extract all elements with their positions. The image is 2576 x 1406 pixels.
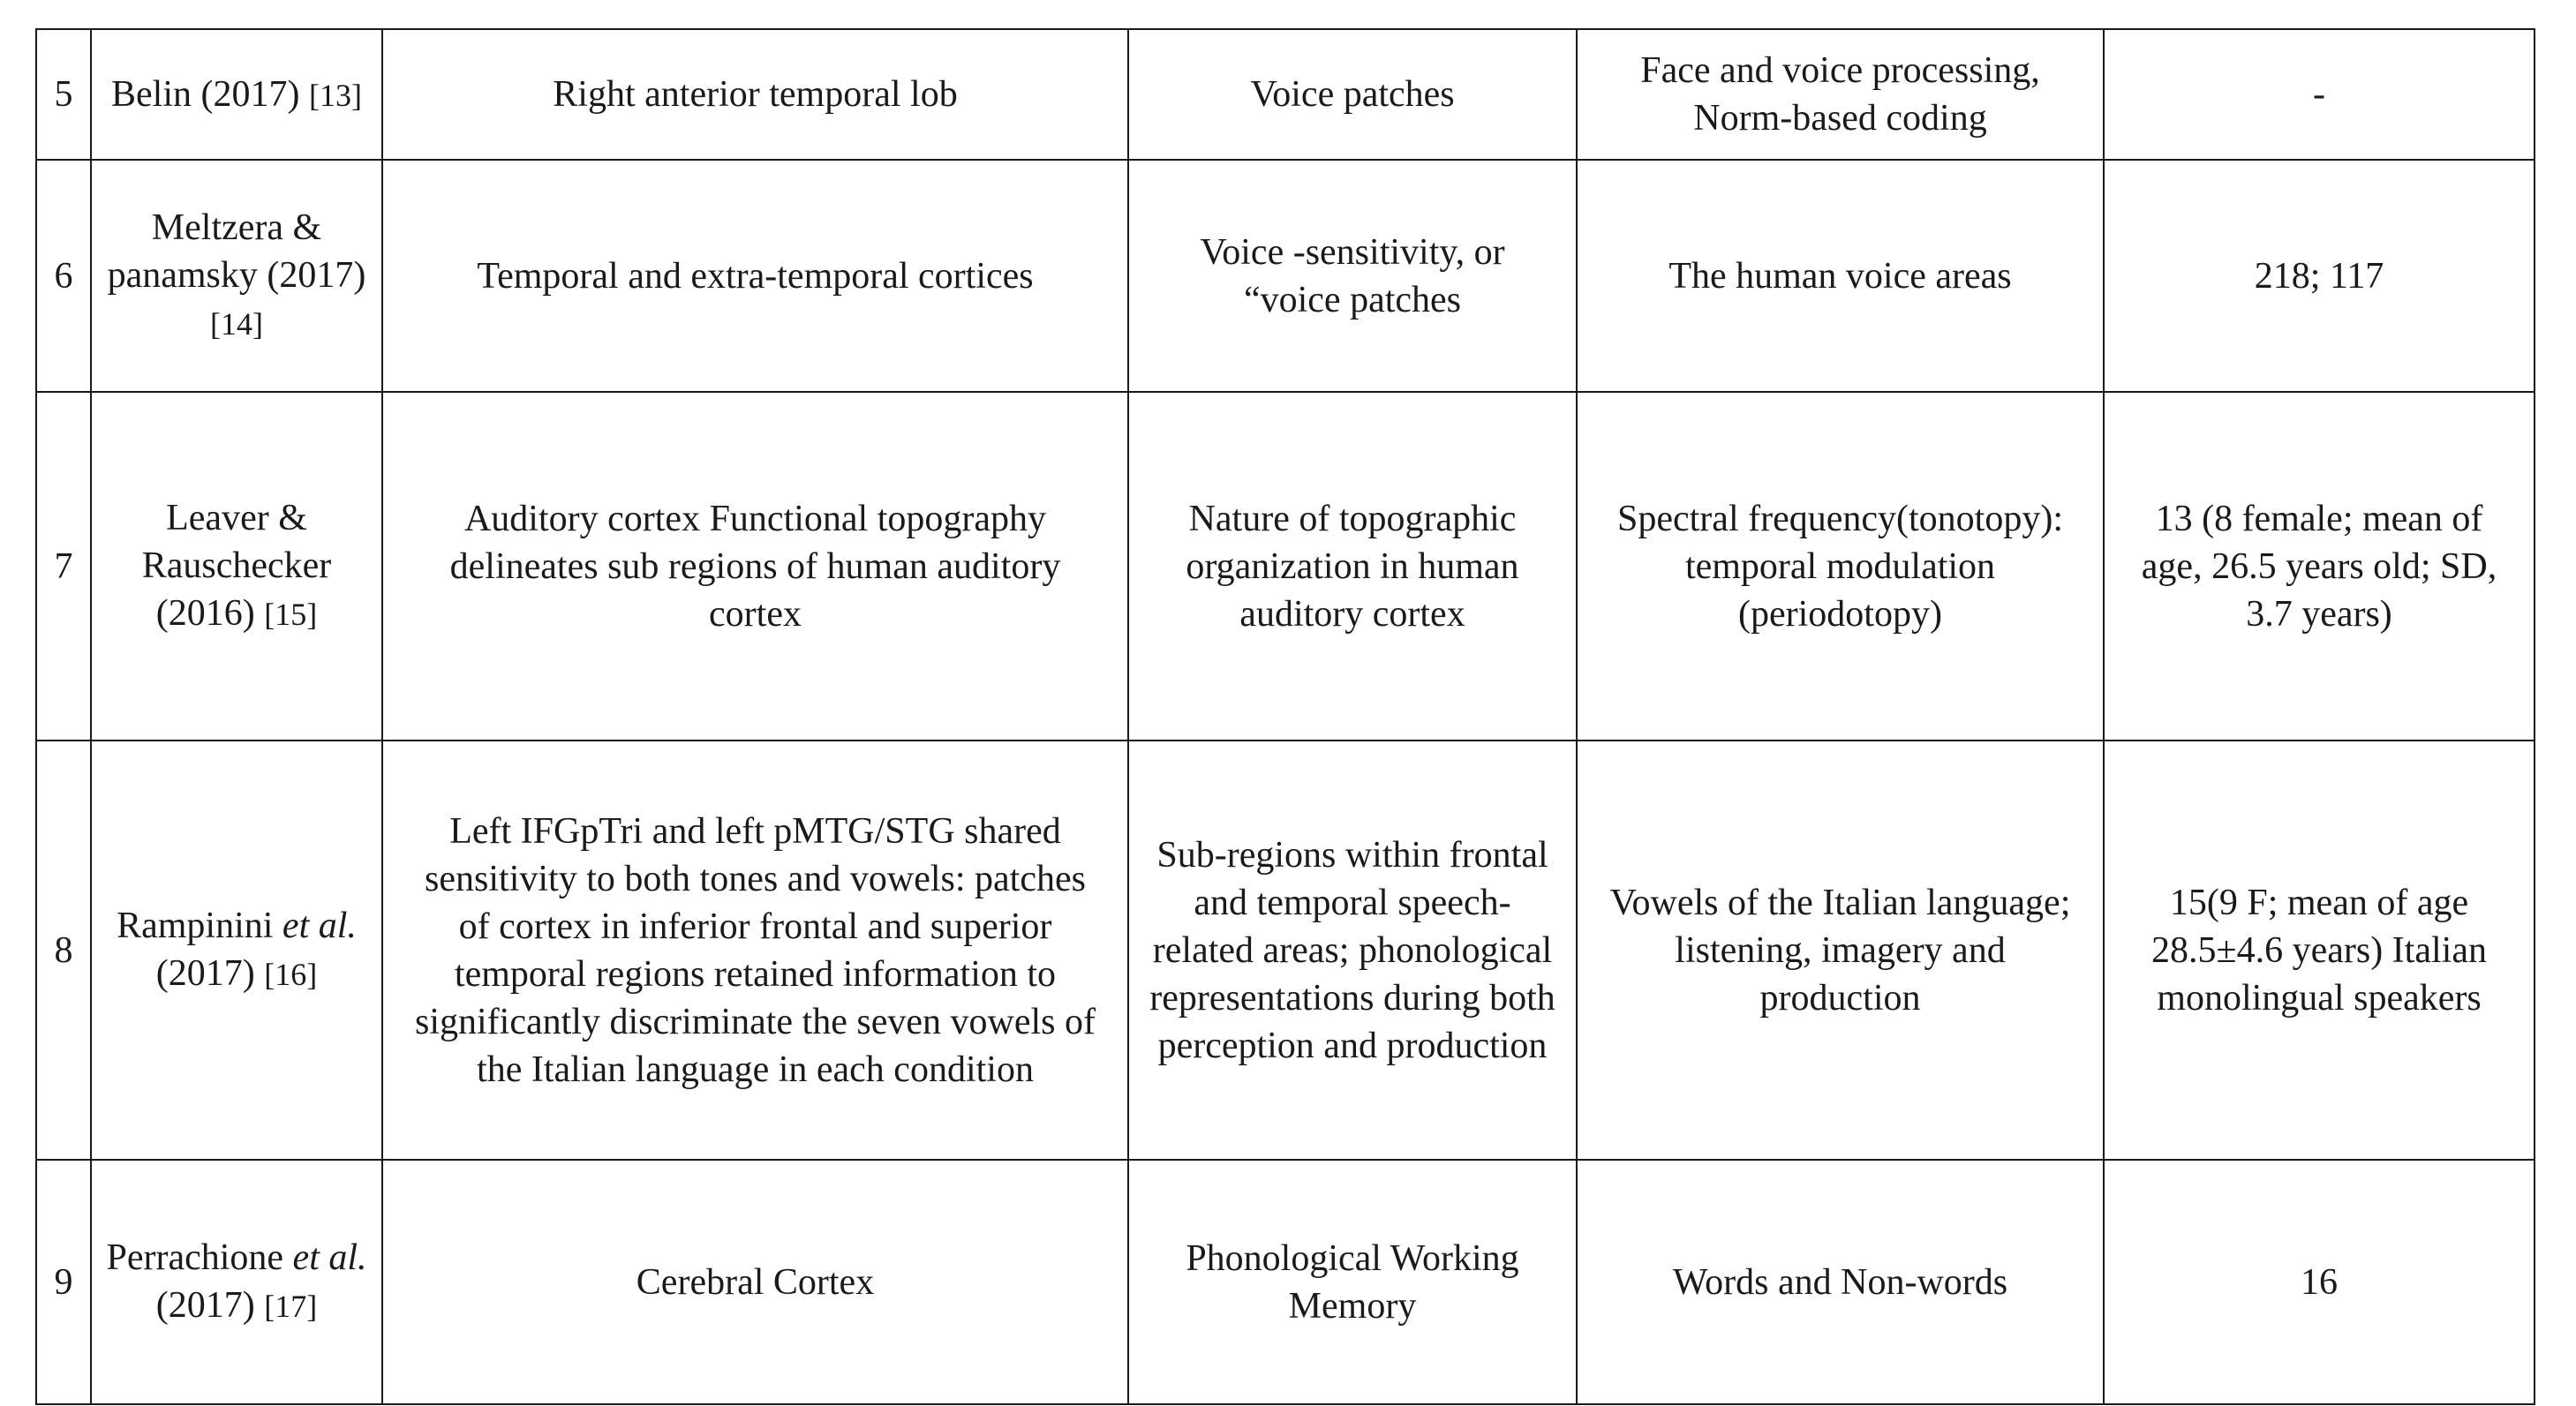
author-text: Rauschecker [141,545,332,587]
participants-cell [2104,392,2535,741]
focus-line: Voice -sensitivity, or [1200,231,1505,273]
region-line: Left IFGpTri and left pMTG/STG shared [449,810,1061,852]
author-cell [91,741,382,1160]
focus-cell [1128,1160,1577,1404]
table-row [36,392,2535,741]
stimuli-line: Vowels of the Italian language; [1609,882,2071,923]
region-line: delineates sub regions of human auditory [449,545,1061,587]
participants-cell [2104,1160,2535,1404]
table-row [36,160,2535,392]
reference: [15] [264,597,318,633]
stimuli-line: The human voice areas [1668,255,2012,297]
author-line [94,299,380,348]
focus-line: Phonological Working [1186,1237,1519,1279]
region-line: sensitivity to both tones and vowels: patches [425,858,1086,899]
studies-table [35,28,2535,1405]
region-line: Auditory cortex Functional topography [463,498,1047,539]
row-number-cell: 8 [36,741,91,1160]
table-body [36,29,2535,1404]
focus-line: Nature of topographic [1188,498,1517,539]
stimuli-line: Face and voice processing, [1640,50,2040,92]
participants-line: age, 26.5 years old; SD, [2141,545,2497,587]
focus-cell [1128,29,1577,160]
participants-cell [2104,741,2535,1160]
focus-line: Sub-regions within frontal [1156,834,1548,876]
region-line: Cerebral Cortex [636,1261,875,1303]
region-line: of cortex in inferior frontal and superior [458,906,1052,947]
participants-line: - [2313,74,2325,116]
focus-cell [1128,392,1577,741]
author-line [94,542,380,590]
focus-cell [1128,741,1577,1160]
region-line: temporal regions retained information to [454,953,1057,995]
participants-line: 15(9 F; mean of age [2169,882,2469,923]
stimuli-line: Norm-based coding [1693,98,1987,139]
author-text: (2016) [155,593,255,635]
stimuli-cell [1577,1160,2104,1404]
region-line: the Italian language in each condition [477,1049,1034,1090]
focus-line: Memory [1288,1285,1417,1327]
reference: [14] [210,306,263,342]
region-line: cortex [709,593,802,635]
stimuli-cell [1577,29,2104,160]
focus-line: Voice patches [1250,74,1455,116]
author-line [94,902,380,950]
focus-line: related areas; phonological [1152,929,1553,971]
table-row [36,741,2535,1160]
stimuli-line: temporal modulation [1684,545,1996,587]
focus-line: “voice patches [1243,279,1462,320]
author-cell [91,392,382,741]
focus-line: and temporal speech- [1194,882,1511,923]
brain-region-cell [382,392,1128,741]
stimuli-line: Spectral frequency(tonotopy): [1617,498,2063,539]
participants-line: 218; 117 [2254,255,2384,297]
row-number-cell: 6 [36,160,91,392]
stimuli-cell [1577,160,2104,392]
author-line [94,252,380,299]
author-year: (2017) [155,953,265,995]
focus-cell [1128,160,1577,392]
studies-table-container [35,28,2534,1405]
brain-region-cell [382,29,1128,160]
reference: [13] [308,77,362,113]
row-number-cell: 9 [36,1160,91,1404]
author-et-al: et al. [282,906,357,947]
table-row [36,1160,2535,1404]
stimuli-line: production [1759,977,1921,1019]
participants-cell [2104,29,2535,160]
stimuli-cell [1577,392,2104,741]
focus-line: representations during both [1149,977,1555,1019]
author-cell [91,29,382,160]
author-line [94,590,380,638]
table-row [36,29,2535,160]
author-line [94,71,380,119]
region-line: significantly discriminate the seven vowels of [415,1001,1096,1042]
participants-line: 13 (8 female; mean of [2155,498,2483,539]
author-line [94,1282,380,1330]
author-text: panamsky (2017) [107,255,366,297]
participants-line: monolingual speakers [2157,977,2482,1019]
participants-cell [2104,160,2535,392]
reference: [16] [264,957,318,993]
author-text: Belin (2017) [111,73,300,115]
brain-region-cell [382,1160,1128,1404]
region-line: Right anterior temporal lob [553,74,958,116]
focus-line: auditory cortex [1239,593,1465,635]
author-name: Rampinini [117,906,282,947]
reference: [17] [264,1289,318,1325]
stimuli-line: (periodotopy) [1738,593,1942,635]
row-number-cell: 7 [36,392,91,741]
author-line [94,494,380,542]
author-year: (2017) [155,1285,265,1327]
brain-region-cell [382,160,1128,392]
brain-region-cell [382,741,1128,1160]
author-text: Leaver & [166,498,307,539]
author-line [94,950,380,998]
author-line [94,204,380,252]
focus-line: perception and production [1157,1025,1548,1066]
participants-line: 28.5±4.6 years) Italian [2151,929,2487,971]
author-name: Perrachione [106,1237,293,1279]
row-number-cell: 5 [36,29,91,160]
stimuli-cell [1577,741,2104,1160]
author-cell [91,1160,382,1404]
participants-line: 3.7 years) [2246,593,2392,635]
author-et-al: et al. [292,1237,367,1279]
focus-line: organization in human [1186,545,1519,587]
author-text: Meltzera & [151,207,322,249]
region-line: Temporal and extra-temporal cortices [477,255,1034,297]
author-line [94,1234,380,1282]
stimuli-line: Words and Non-words [1672,1261,2008,1303]
participants-line: 16 [2301,1261,2338,1303]
author-cell [91,160,382,392]
stimuli-line: listening, imagery and [1675,929,2006,971]
